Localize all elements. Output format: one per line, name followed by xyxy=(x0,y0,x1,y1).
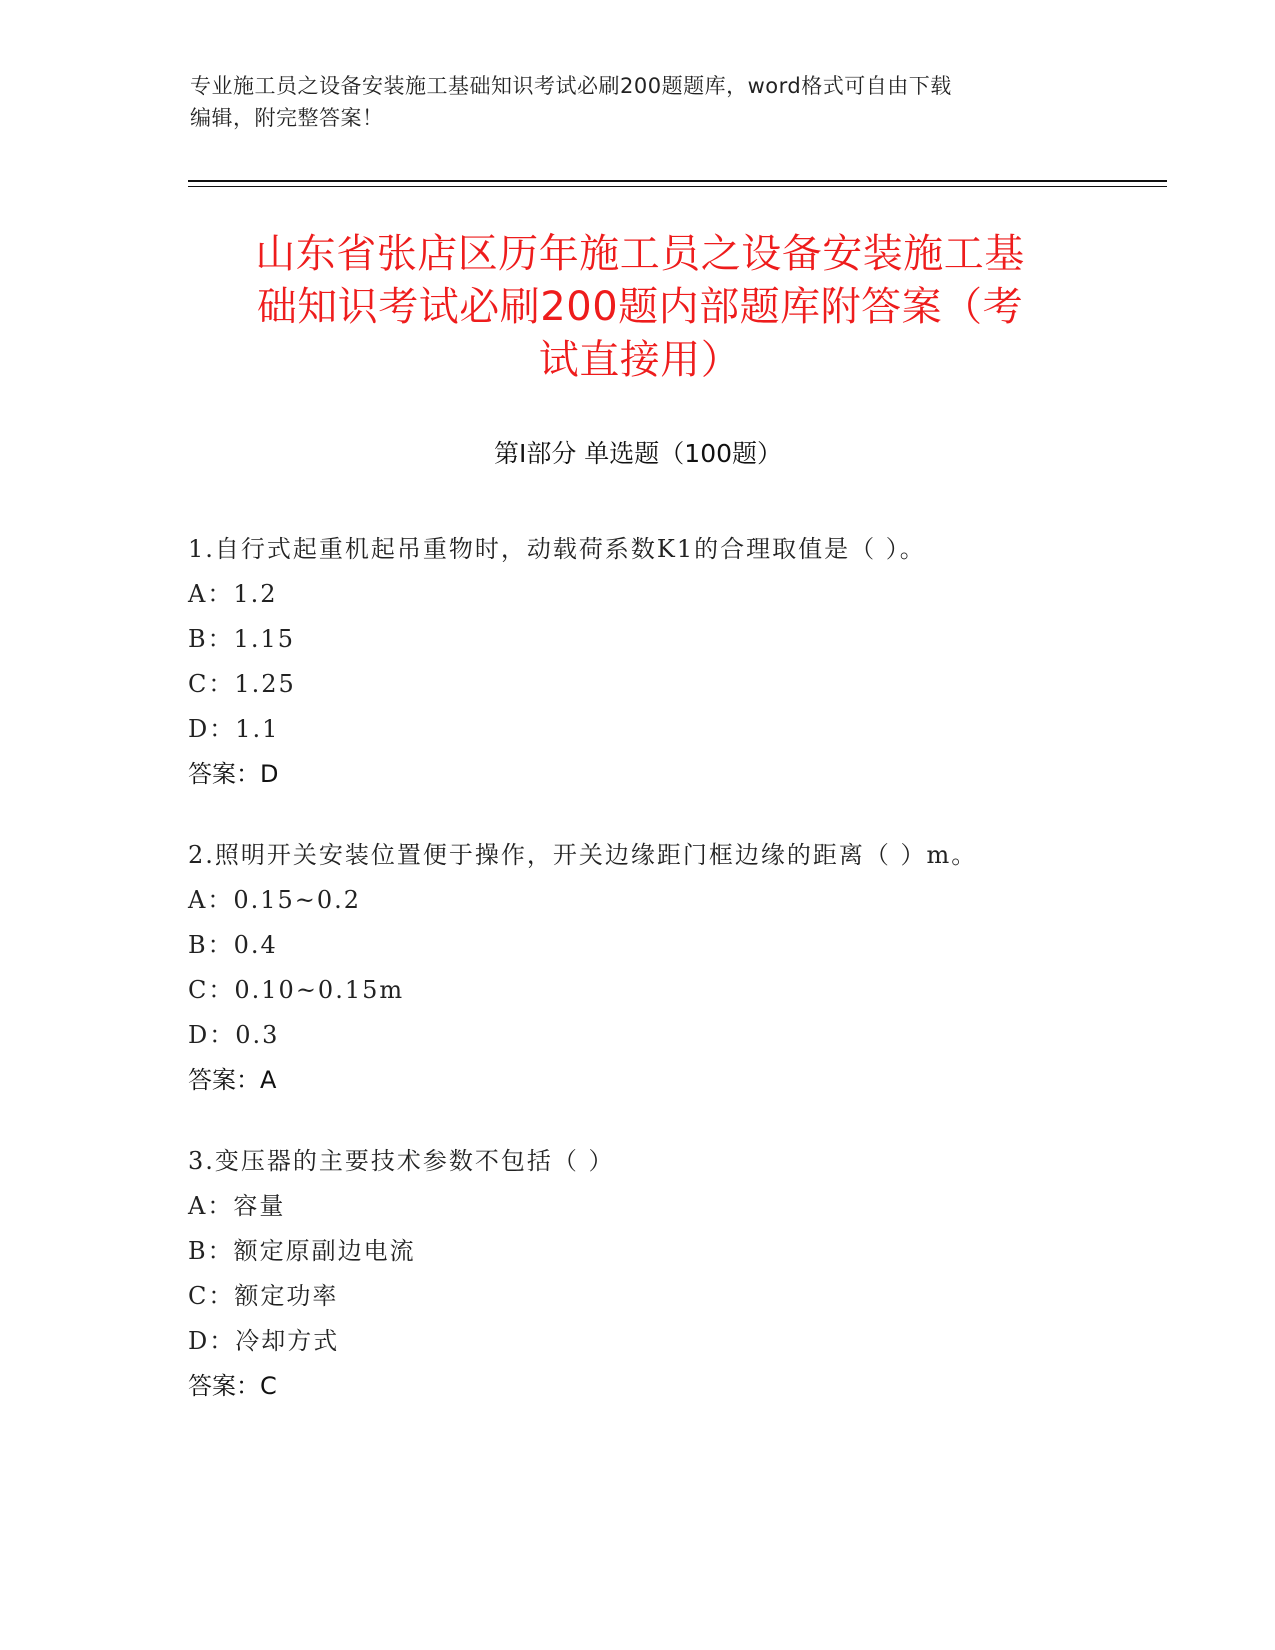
option-key: D： xyxy=(188,1021,236,1049)
option-text: 0.4 xyxy=(233,931,278,959)
option-key: A： xyxy=(188,580,234,608)
option-b xyxy=(188,1229,1138,1274)
option-text: 1.15 xyxy=(233,625,296,653)
option-key: D： xyxy=(188,715,236,743)
question-list xyxy=(188,527,1138,1445)
question-stem: 2.照明开关安装位置便于操作，开关边缘距门框边缘的距离（ ）m。 xyxy=(188,841,978,869)
question-item xyxy=(188,1139,1138,1409)
option-text: 0.15~0.2 xyxy=(233,886,362,914)
option-b xyxy=(188,923,1138,968)
question-item xyxy=(188,833,1138,1103)
option-key: B： xyxy=(188,1237,234,1265)
document-title xyxy=(190,228,1090,387)
header-note-line-1: 专业施工员之设备安装施工基础知识考试必刷200题题库，word格式可自由下载 xyxy=(190,74,952,98)
option-d xyxy=(188,707,1138,752)
answer-line: 答案：D xyxy=(188,760,279,788)
document-title-line-1: 山东省张店区历年施工员之设备安装施工基 xyxy=(255,231,1025,277)
option-b xyxy=(188,617,1138,662)
document-title-line-2: 础知识考试必刷200题内部题库附答案（考 xyxy=(256,284,1024,330)
option-text: 额定功率 xyxy=(234,1282,339,1310)
option-text: 0.10~0.15m xyxy=(234,976,405,1004)
document-title-line-3: 试直接用） xyxy=(538,337,742,383)
option-key: C： xyxy=(188,976,235,1004)
option-a xyxy=(188,572,1138,617)
option-key: A： xyxy=(188,1192,234,1220)
option-text: 额定原副边电流 xyxy=(233,1237,416,1265)
option-key: D： xyxy=(188,1327,236,1355)
header-note xyxy=(190,70,1090,134)
question-stem: 1.自行式起重机起吊重物时，动载荷系数K1的合理取值是（ ）。 xyxy=(188,535,926,563)
option-text: 冷却方式 xyxy=(235,1327,340,1355)
question-item xyxy=(188,527,1138,797)
option-c xyxy=(188,662,1138,707)
option-key: C： xyxy=(188,670,235,698)
answer-line: 答案：C xyxy=(188,1372,277,1400)
option-a xyxy=(188,1184,1138,1229)
option-d xyxy=(188,1013,1138,1058)
header-divider-thick xyxy=(188,180,1167,182)
option-d xyxy=(188,1319,1138,1364)
option-text: 1.2 xyxy=(233,580,278,608)
option-key: A： xyxy=(188,886,234,914)
header-divider-thin xyxy=(188,186,1167,187)
option-text: 0.3 xyxy=(235,1021,280,1049)
question-stem: 3.变压器的主要技术参数不包括（ ） xyxy=(188,1147,615,1175)
header-note-line-2: 编辑，附完整答案！ xyxy=(190,106,384,130)
option-c xyxy=(188,968,1138,1013)
option-c xyxy=(188,1274,1138,1319)
option-text: 1.1 xyxy=(235,715,280,743)
section-title: 第Ⅰ部分 单选题（100题） xyxy=(493,439,783,468)
option-key: B： xyxy=(188,625,234,653)
option-text: 1.25 xyxy=(234,670,296,698)
option-text: 容量 xyxy=(233,1192,286,1220)
option-key: B： xyxy=(188,931,234,959)
option-a xyxy=(188,878,1138,923)
answer-line: 答案：A xyxy=(188,1066,277,1094)
option-key: C： xyxy=(188,1282,235,1310)
